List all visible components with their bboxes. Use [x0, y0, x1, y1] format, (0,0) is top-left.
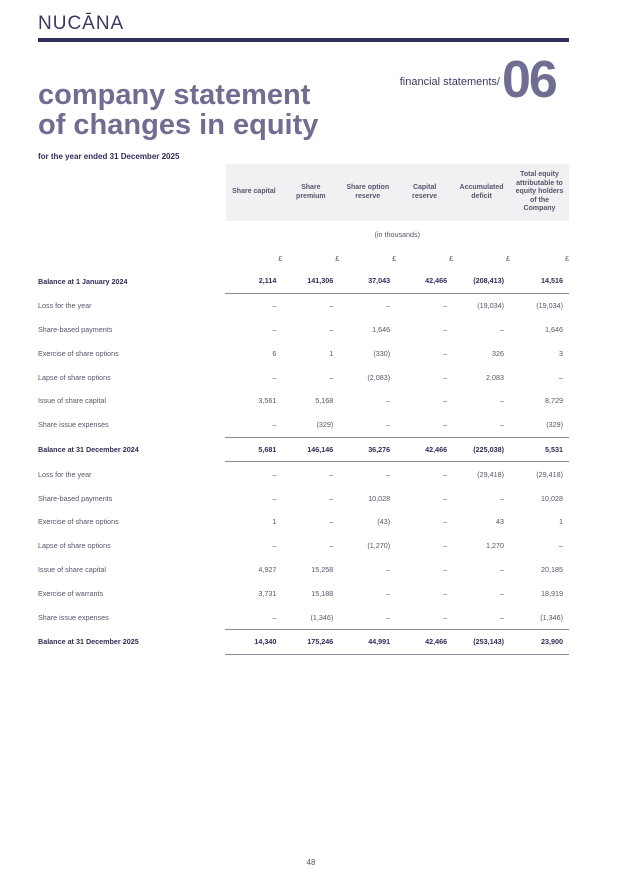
section-label: financial statements/: [399, 76, 500, 88]
table-row: [38, 510, 569, 534]
table-cell: 15,258: [311, 564, 334, 574]
table-cell: 5,681: [225, 437, 282, 462]
table-cell: –: [272, 493, 277, 503]
table-cell: 6: [272, 348, 277, 358]
table-cell: 326: [492, 348, 505, 358]
title-line-2: of changes in equity: [38, 109, 319, 141]
table-cell: (2,083): [367, 372, 391, 382]
table-cell: 42,466: [396, 629, 453, 654]
table-cell: –: [329, 301, 334, 311]
balance-row: [38, 437, 569, 462]
table-cell: 3,731: [258, 588, 277, 598]
table-cell: –: [443, 469, 448, 479]
row-label: Share-based payments: [38, 324, 113, 334]
table-cell: –: [500, 588, 505, 598]
table-cell: –: [386, 469, 391, 479]
row-label-header: [38, 164, 225, 221]
table-cell: –: [443, 493, 448, 503]
table-cell: 42,466: [396, 269, 453, 293]
table-cell: –: [559, 372, 563, 382]
table-cell: –: [386, 420, 391, 430]
column-header: Total equity attributable to equity holders of the Company: [515, 171, 564, 213]
table-cell: (225,038): [453, 437, 510, 462]
currency-symbol: £: [335, 253, 340, 263]
row-label: Issue of share capital: [38, 396, 106, 406]
table-cell: –: [386, 564, 391, 574]
table-cell: 37,043: [339, 269, 396, 293]
company-logo: NUCĀNA: [38, 13, 125, 34]
currency-symbol: £: [278, 253, 283, 263]
currency-symbol: £: [565, 253, 569, 263]
table-cell: 146,146: [282, 437, 339, 462]
table-cell: 8,729: [545, 396, 563, 406]
table-cell: –: [443, 612, 448, 622]
table-cell: –: [443, 372, 448, 382]
table-row: [38, 389, 569, 413]
column-header: Share option reserve: [346, 184, 390, 200]
currency-row: [38, 247, 569, 269]
table-row: [38, 486, 569, 510]
table-cell: (208,413): [453, 269, 510, 293]
page-title: [38, 80, 338, 140]
table-cell: –: [500, 493, 505, 503]
table-cell: 10,028: [368, 493, 391, 503]
table-cell: (329): [316, 420, 334, 430]
row-label: Balance at 31 December 2025: [38, 637, 139, 647]
header-bar: [38, 38, 569, 42]
row-label: Exercise of share options: [38, 348, 119, 358]
table-cell: 14,340: [225, 629, 282, 654]
table-cell: –: [443, 517, 448, 527]
table-cell: 1,646: [372, 324, 391, 334]
table-cell: 18,919: [541, 588, 563, 598]
row-label: Balance at 31 December 2024: [38, 444, 139, 454]
table-cell: –: [329, 469, 334, 479]
table-cell: (253,143): [453, 629, 510, 654]
column-header: Accumulated deficit: [459, 184, 504, 200]
title-line-1: company statement: [38, 79, 311, 111]
row-label: Issue of share capital: [38, 564, 106, 574]
table-cell: –: [443, 588, 448, 598]
table-cell: –: [272, 541, 277, 551]
row-label: Share issue expenses: [38, 612, 109, 622]
table-cell: 36,276: [339, 437, 396, 462]
row-label: Lapse of share options: [38, 372, 111, 382]
table-cell: –: [272, 301, 277, 311]
row-label: Loss for the year: [38, 300, 92, 310]
currency-symbol: £: [506, 253, 511, 263]
column-header: Share premium: [296, 184, 326, 200]
table-row: [38, 413, 569, 437]
table-row: [38, 365, 569, 389]
table-cell: –: [386, 612, 391, 622]
table-cell: 3,561: [258, 396, 277, 406]
table-cell: –: [500, 612, 505, 622]
table-row: [38, 534, 569, 558]
row-label: Exercise of share options: [38, 517, 119, 527]
table-cell: 1: [329, 348, 334, 358]
table-cell: 175,246: [282, 629, 339, 654]
table-cell: –: [443, 396, 448, 406]
table-cell: –: [329, 493, 334, 503]
table-cell: –: [272, 469, 277, 479]
table-cell: (29,418): [477, 469, 505, 479]
table-cell: 1: [559, 517, 563, 527]
units-row: [38, 221, 569, 247]
table-cell: 1: [272, 517, 277, 527]
table-cell: –: [386, 396, 391, 406]
table-row: [38, 341, 569, 365]
table-cell: (330): [373, 348, 391, 358]
table-cell: 2,114: [225, 269, 282, 293]
row-label: Balance at 1 January 2024: [38, 276, 128, 286]
column-header: Share capital: [232, 188, 276, 196]
table-cell: –: [500, 564, 505, 574]
table-cell: –: [500, 324, 505, 334]
table-cell: 3: [559, 348, 563, 358]
table-cell: 43: [496, 517, 505, 527]
table-cell: 15,188: [311, 588, 334, 598]
table-cell: 20,185: [541, 564, 563, 574]
equity-table: [38, 164, 569, 655]
table-cell: –: [443, 301, 448, 311]
table-cell: –: [443, 420, 448, 430]
table-cell: –: [500, 396, 505, 406]
table-cell: –: [272, 612, 277, 622]
table-cell: 14,516: [510, 269, 569, 293]
table-cell: –: [386, 301, 391, 311]
units-label: (in thousands): [374, 229, 421, 239]
table-row: [38, 318, 569, 342]
table-row: [38, 581, 569, 605]
table-cell: 5,531: [510, 437, 569, 462]
table-cell: –: [272, 420, 277, 430]
table-cell: 141,306: [282, 269, 339, 293]
table-cell: (1,346): [310, 612, 334, 622]
table-row: [38, 605, 569, 629]
table-cell: 4,927: [258, 564, 277, 574]
table-cell: 23,900: [510, 629, 569, 654]
balance-row: [38, 629, 569, 654]
row-label: Share-based payments: [38, 493, 113, 503]
table-cell: 1,270: [486, 541, 505, 551]
table-cell: (43): [377, 517, 391, 527]
row-label: Exercise of warrants: [38, 588, 104, 598]
page-subtitle: for the year ended 31 December 2025: [38, 152, 180, 161]
table-cell: (1,346): [540, 612, 563, 622]
table-cell: 5,168: [315, 396, 334, 406]
table-cell: –: [443, 324, 448, 334]
table-cell: (1,270): [367, 541, 391, 551]
row-label: Loss for the year: [38, 469, 92, 479]
section-number: 06: [502, 51, 556, 109]
table-cell: 1,646: [545, 324, 563, 334]
table-cell: (29,418): [536, 469, 563, 479]
table-cell: –: [386, 588, 391, 598]
table-cell: –: [329, 324, 334, 334]
row-label: Share issue expenses: [38, 420, 109, 430]
table-cell: –: [500, 420, 505, 430]
table-cell: 2,083: [486, 372, 505, 382]
balance-row: [38, 269, 569, 293]
table-row: [38, 558, 569, 582]
column-header: Capital reserve: [412, 184, 438, 200]
table-cell: –: [329, 372, 334, 382]
column-header-row: [38, 164, 569, 221]
table-cell: –: [272, 372, 277, 382]
table-row: [38, 462, 569, 486]
table-cell: –: [443, 541, 448, 551]
table-cell: (19,034): [477, 301, 505, 311]
table-cell: –: [443, 348, 448, 358]
table-cell: (329): [546, 420, 563, 430]
currency-symbol: £: [449, 253, 454, 263]
table-cell: –: [272, 324, 277, 334]
table-cell: –: [329, 541, 334, 551]
currency-symbol: £: [392, 253, 397, 263]
table-cell: 10,028: [541, 493, 563, 503]
table-cell: 42,466: [396, 437, 453, 462]
table-cell: –: [329, 517, 334, 527]
table-cell: –: [443, 564, 448, 574]
table-row: [38, 293, 569, 317]
page-number: 48: [306, 858, 316, 867]
table-cell: 44,991: [339, 629, 396, 654]
table-cell: (19,034): [536, 301, 563, 311]
row-label: Lapse of share options: [38, 541, 111, 551]
table-cell: –: [559, 541, 563, 551]
